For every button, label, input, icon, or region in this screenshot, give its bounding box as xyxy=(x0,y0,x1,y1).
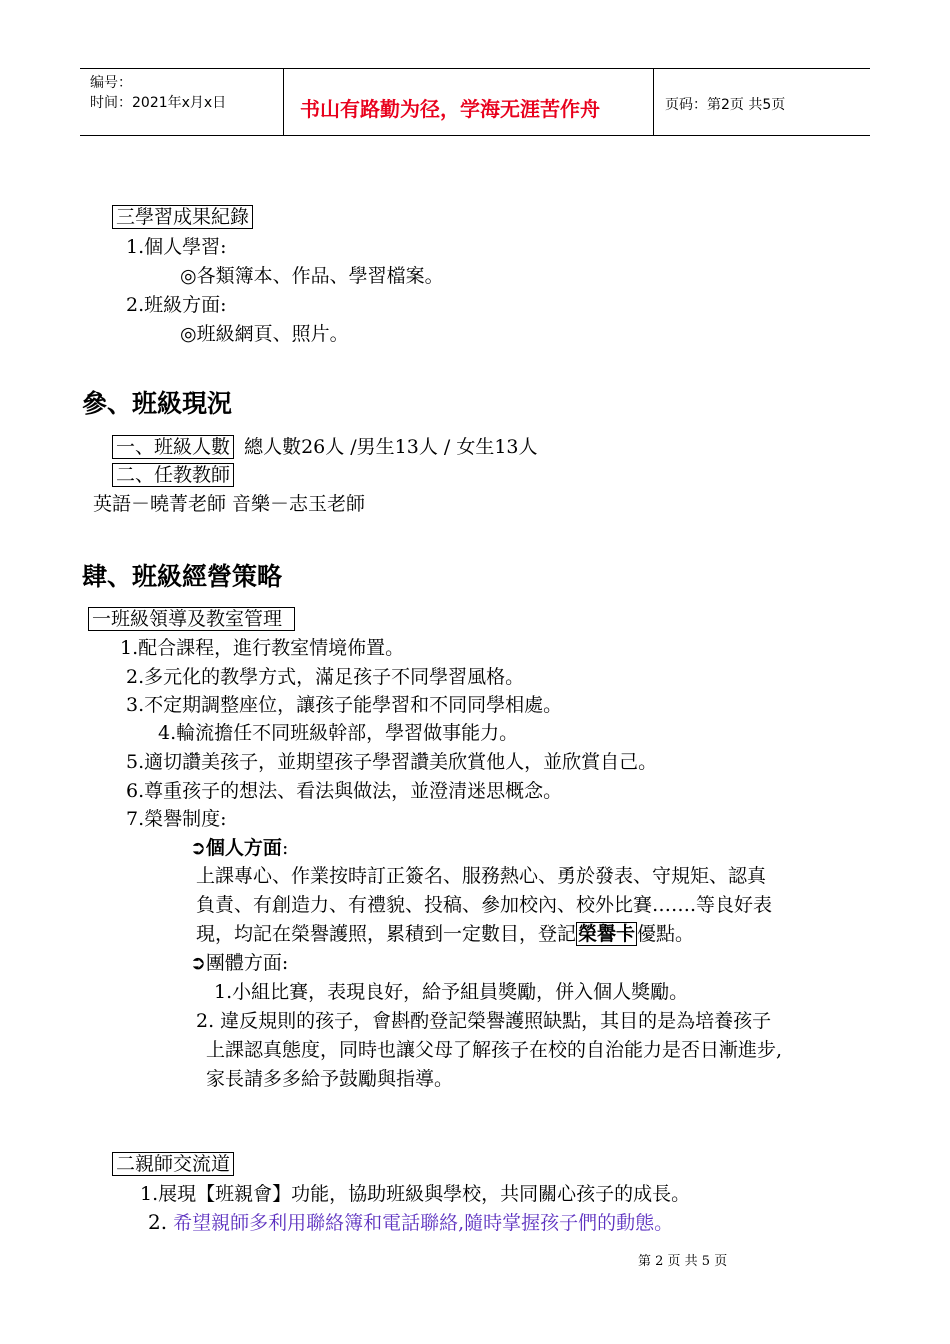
strategy-item-5: 5.適切讚美孩子，並期望孩子學習讚美欣賞他人，並欣賞自己。 xyxy=(126,751,658,773)
section-learning-records xyxy=(112,202,253,229)
class-size-value: 總人數26人 /男生13人 / 女生13人 xyxy=(244,436,538,458)
honor-group-heading xyxy=(190,948,288,975)
exchange-item-2 xyxy=(148,1208,673,1235)
header-divider-left xyxy=(283,68,284,136)
learning-item-1: 1.個人學習: xyxy=(126,236,227,258)
class-size-row xyxy=(112,432,538,459)
exchange-item-2-text: 希望親師多利用聯絡簿和電話聯絡,隨時掌握孩子們的動態。 xyxy=(173,1212,674,1234)
honor-card-box: 榮譽卡 xyxy=(578,923,636,945)
strategy-subsection-2 xyxy=(112,1149,234,1176)
learning-item-1-detail: ◎各類簿本、作品、學習檔案。 xyxy=(180,265,444,287)
honor-personal-heading xyxy=(190,833,288,860)
learning-item-2-detail: ◎班級網頁、照片。 xyxy=(180,323,349,345)
class-size-label: 一、班級人數 xyxy=(112,435,234,459)
honor-personal-line-3 xyxy=(196,919,694,946)
header-number-label: 编号： xyxy=(90,75,132,91)
honor-personal-line-3-text: 現，均記在榮譽護照，累積到一定數目，登記 xyxy=(196,923,577,945)
header-page-label: 页码：第2页 共5页 xyxy=(665,97,786,113)
heading-class-strategy: 肆、班級經營策略 xyxy=(82,562,283,591)
honor-personal-colon: : xyxy=(281,837,289,859)
teachers-row xyxy=(112,460,234,487)
header-divider-right xyxy=(653,68,654,136)
honor-group-item-1: 1.小組比賽，表現良好，給予組員獎勵，併入個人獎勵。 xyxy=(214,981,689,1003)
learning-item-2: 2.班級方面: xyxy=(126,294,227,316)
strategy-item-2: 2.多元化的教學方式，滿足孩子不同學習風格。 xyxy=(126,666,525,688)
strategy-item-3: 3.不定期調整座位，讓孩子能學習和不同同學相處。 xyxy=(126,694,563,716)
header-top-rule xyxy=(80,68,870,69)
honor-personal-title: 個人方面 xyxy=(205,837,282,859)
strategy-subsection-2-title: 二親師交流道 xyxy=(112,1152,234,1176)
honor-group-title: 團體方面: xyxy=(205,952,289,974)
teachers-label: 二、任教教師 xyxy=(112,463,234,487)
exchange-item-2-number: 2. xyxy=(148,1210,168,1234)
section-learning-records-title: 三學習成果紀錄 xyxy=(112,205,253,229)
honor-personal-line-2: 負責、有創造力、有禮貌、投稿、參加校內、校外比賽…….等良好表 xyxy=(196,894,773,916)
teachers-list: 英語－曉菁老師 音樂－志玉老師 xyxy=(93,493,366,515)
page-footer: 第 2 页 共 5 页 xyxy=(638,1254,728,1269)
strategy-item-1: 1.配合課程，進行教室情境佈置。 xyxy=(120,637,405,659)
arrow-right-icon: ➲ xyxy=(190,837,206,859)
heading-class-status: 參、班級現況 xyxy=(82,389,233,418)
strategy-item-7: 7.榮譽制度: xyxy=(126,808,227,830)
strategy-item-6: 6.尊重孩子的想法、看法與做法，並澄清迷思概念。 xyxy=(126,780,563,802)
honor-personal-line-3-end: 優點。 xyxy=(637,923,695,945)
header-motto: 书山有路勤为径，学海无涯苦作舟 xyxy=(300,97,600,121)
strategy-subsection-1 xyxy=(88,604,295,631)
strategy-subsection-1-title: 一班級領導及教室管理 xyxy=(88,607,295,631)
honor-group-item-2-line-1: 2. 違反規則的孩子，會斟酌登記榮譽護照缺點，其目的是為培養孩子 xyxy=(196,1010,772,1032)
honor-personal-line-1: 上課專心、作業按時訂正簽名、服務熱心、勇於發表、守規矩、認真 xyxy=(196,865,767,887)
header-date-label: 时间：2021年x月x日 xyxy=(90,95,227,111)
header-bottom-rule xyxy=(80,135,870,136)
honor-group-item-2-line-3: 家長請多多給予鼓勵與指導。 xyxy=(206,1068,454,1090)
arrow-right-icon: ➲ xyxy=(190,952,206,974)
honor-group-item-2-line-2: 上課認真態度，同時也讓父母了解孩子在校的自治能力是否日漸進步, xyxy=(206,1039,783,1061)
strategy-item-4: 4.輪流擔任不同班級幹部，學習做事能力。 xyxy=(158,722,519,744)
exchange-item-1: 1.展現【班親會】功能，協助班級與學校，共同關心孩子的成長。 xyxy=(140,1183,691,1205)
